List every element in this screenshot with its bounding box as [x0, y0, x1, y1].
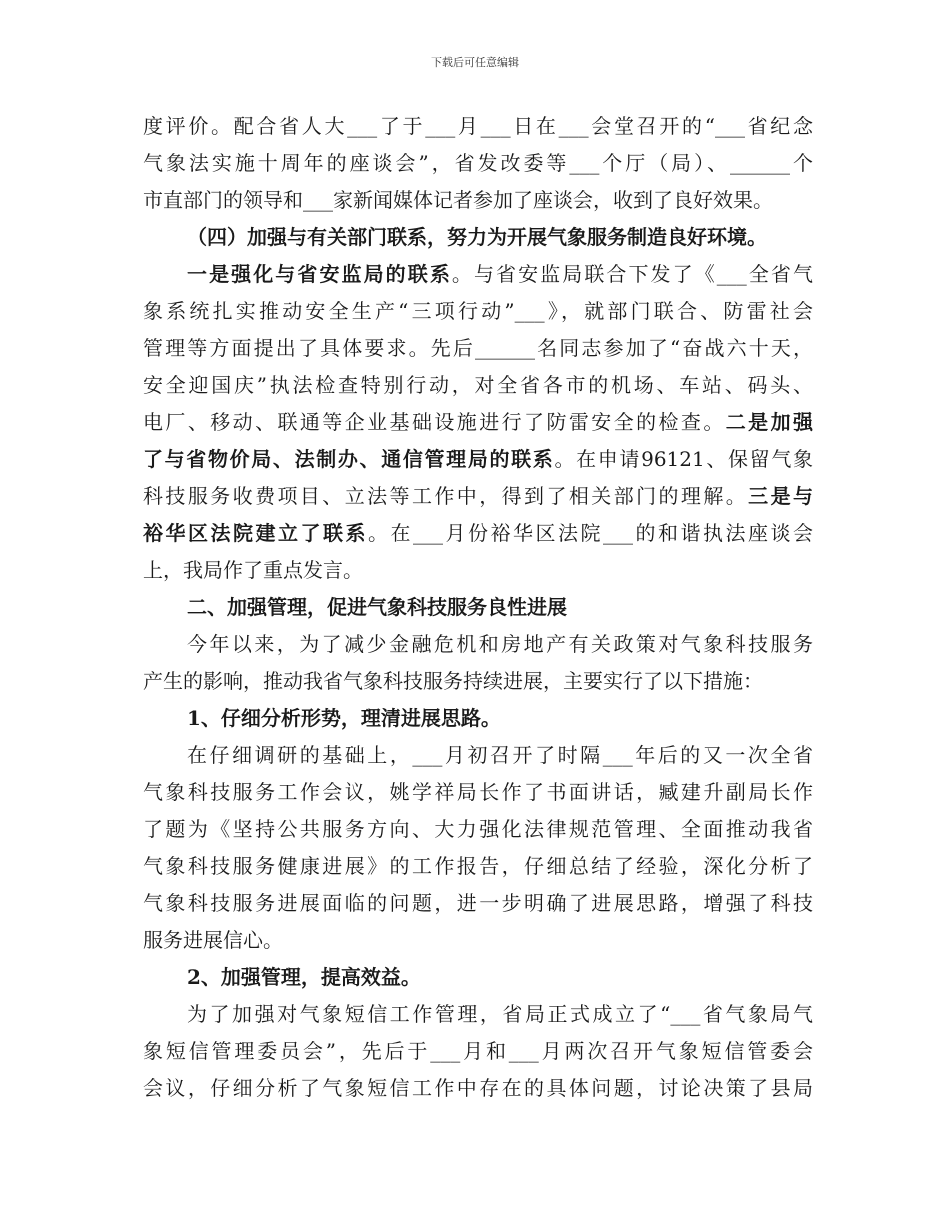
text-run: 管理等方面提出了具体要求。先后______名同志参加了“奋战六十天，	[143, 336, 813, 360]
text-line	[143, 108, 813, 145]
heading-text: 2、加强管理，提高效益。	[187, 965, 421, 989]
page-header-note: 下载后可任意编辑	[431, 56, 519, 69]
text-run: 。与省安监局联合下发了《___全省气	[451, 262, 813, 286]
text-run: 度评价。配合省人大___了于___月___日在___会堂召开的“___省纪念	[143, 114, 813, 138]
text-run: 象系统扎实推动安全生产“三项行动”___》，就部门联合、防雷社会	[143, 299, 813, 323]
text-line	[143, 626, 813, 663]
text-run: 气象科技服务健康进展》的工作报告，仔细总结了经验，深化分析了	[143, 854, 813, 878]
text-run: 了题为《坚持公共服务方向、大力强化法律规范管理、全面推动我省	[143, 817, 813, 841]
bold-run: 三是与	[748, 484, 813, 508]
text-line	[143, 811, 813, 848]
text-run: 服务进展信心。	[143, 928, 283, 952]
text-line	[143, 330, 813, 367]
section-heading	[143, 589, 813, 626]
text-run: 在仔细调研的基础上，___月初召开了时隔___年后的又一次全省	[187, 743, 813, 767]
text-run: 安全迎国庆”执法检查特别行动，对全省各市的机场、车站、码头、	[143, 373, 813, 397]
text-run: 。在申请96121、保留气象	[554, 447, 813, 471]
text-run: 会议，仔细分析了气象短信工作中存在的具体问题，讨论决策了县局	[143, 1076, 813, 1100]
text-line	[143, 774, 813, 811]
text-line	[143, 1070, 813, 1107]
subsection-heading	[143, 700, 813, 737]
bold-run: 一是强化与省安监局的联系	[187, 262, 452, 286]
text-line	[143, 848, 813, 885]
text-line	[143, 737, 813, 774]
text-line	[143, 922, 813, 959]
heading-text: （四）加强与有关部门联系，努力为开展气象服务制造良好环境。	[187, 225, 767, 249]
text-line	[143, 515, 813, 552]
text-line	[143, 1033, 813, 1070]
subsection-heading	[143, 959, 813, 996]
text-line	[143, 404, 813, 441]
bold-run: 裕华区法院建立了联系	[143, 521, 368, 545]
text-run: 为了加强对气象短信工作管理，省局正式成立了“___省气象局气	[187, 1002, 813, 1026]
text-line	[143, 996, 813, 1033]
text-run: 上，我局作了重点发言。	[143, 558, 363, 582]
text-line	[143, 367, 813, 404]
text-line	[143, 478, 813, 515]
text-line	[143, 145, 813, 182]
text-line	[143, 441, 813, 478]
text-line	[143, 256, 813, 293]
bold-run: 二是加强	[725, 410, 813, 434]
text-run: 气象法实施十周年的座谈会”，省发改委等___个厅（局）、______个	[143, 151, 813, 175]
heading-text: 1、仔细分析形势，理清进展思路。	[187, 706, 501, 730]
text-run: 气象科技服务进展面临的问题，进一步明确了进展思路，增强了科技	[143, 891, 813, 915]
text-run: 气象科技服务工作会议，姚学祥局长作了书面讲话，臧建升副局长作	[143, 780, 813, 804]
text-run: 象短信管理委员会”，先后于___月和___月两次召开气象短信管委会	[143, 1039, 813, 1063]
heading-text: 二、加强管理，促进气象科技服务良性进展	[187, 595, 567, 619]
text-line	[143, 885, 813, 922]
text-run: 产生的影响，推动我省气象科技服务持续进展，主要实行了以下措施：	[143, 669, 763, 693]
document-body	[143, 108, 813, 1107]
text-run: 。在___月份裕华区法院___的和谐执法座谈会	[368, 521, 813, 545]
text-line	[143, 293, 813, 330]
text-run: 市直部门的领导和___家新闻媒体记者参加了座谈会，收到了良好效果。	[143, 188, 773, 212]
text-line	[143, 182, 813, 219]
bold-run: 了与省物价局、法制办、通信管理局的联系	[143, 447, 555, 471]
text-run: 科技服务收费项目、立法等工作中，得到了相关部门的理解。	[143, 484, 749, 508]
text-line	[143, 552, 813, 589]
text-run: 今年以来，为了减少金融危机和房地产有关政策对气象科技服务	[187, 632, 813, 656]
text-line	[143, 663, 813, 700]
text-run: 电厂、移动、联通等企业基础设施进行了防雷安全的检查。	[143, 410, 726, 434]
section-heading	[143, 219, 813, 256]
